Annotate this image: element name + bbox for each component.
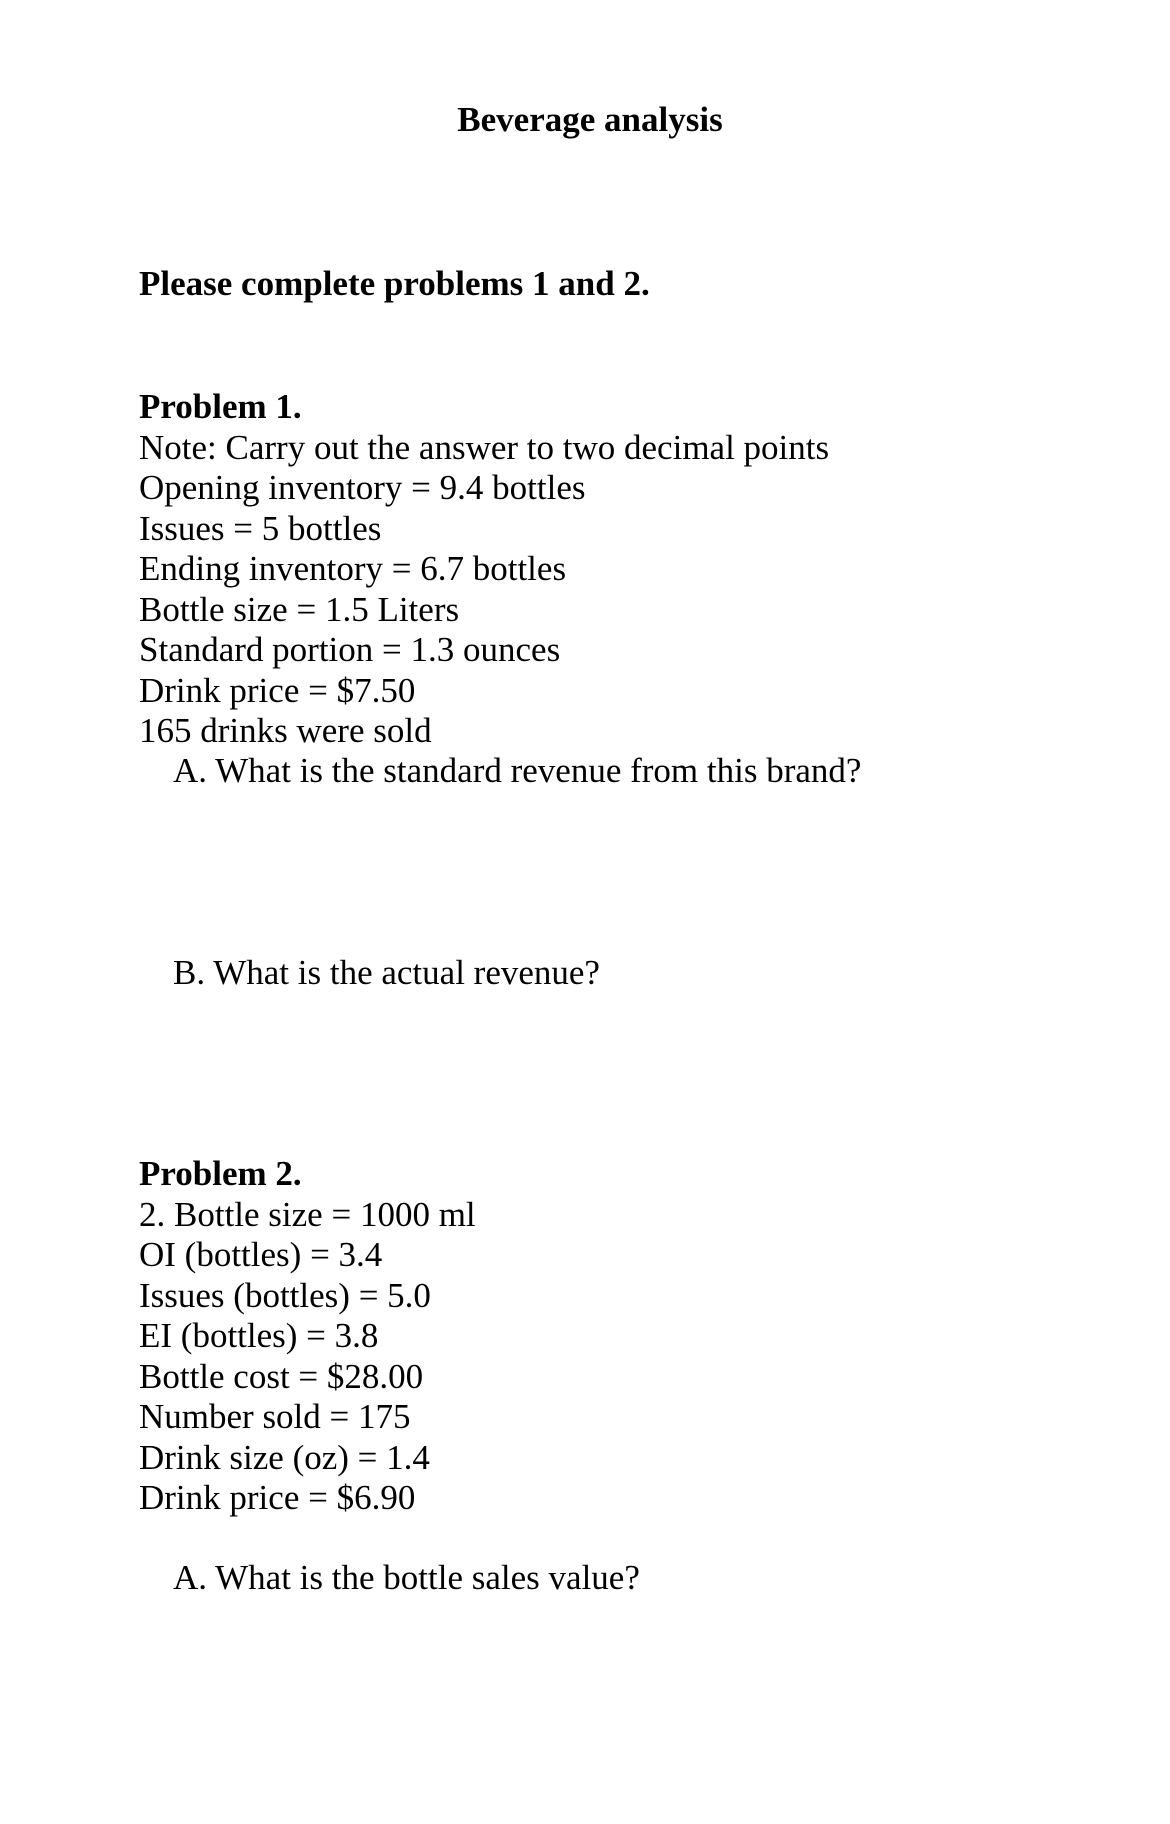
problem-1-bottle-size: Bottle size = 1.5 Liters bbox=[139, 589, 460, 629]
problem-2-question-a: A. What is the bottle sales value? bbox=[173, 1558, 640, 1597]
problem-2 bbox=[139, 1154, 476, 1519]
problem-1-note: Note: Carry out the answer to two decimal points bbox=[139, 427, 830, 467]
problem-2-bottle-size: 2. Bottle size = 1000 ml bbox=[139, 1194, 476, 1234]
problem-1-issues: Issues = 5 bottles bbox=[139, 508, 382, 548]
problem-2-number-sold: Number sold = 175 bbox=[139, 1397, 411, 1436]
problem-2-ending-inventory: EI (bottles) = 3.8 bbox=[139, 1316, 379, 1355]
problem-2-drink-size: Drink size (oz) = 1.4 bbox=[139, 1437, 430, 1477]
problem-2-opening-inventory: OI (bottles) = 3.4 bbox=[139, 1235, 383, 1274]
problem-1-opening-inventory: Opening inventory = 9.4 bottles bbox=[139, 468, 586, 507]
problem-1 bbox=[139, 387, 829, 752]
problem-1-question-a: A. What is the standard revenue from this brand? bbox=[173, 751, 862, 790]
instruction-text: Please complete problems 1 and 2. bbox=[139, 264, 650, 303]
problem-1-drink-price: Drink price = $7.50 bbox=[139, 670, 416, 710]
problem-2-drink-price: Drink price = $6.90 bbox=[139, 1478, 416, 1517]
problem-1-standard-portion: Standard portion = 1.3 ounces bbox=[139, 630, 561, 669]
problem-1-ending-inventory: Ending inventory = 6.7 bottles bbox=[139, 549, 567, 588]
problem-1-drinks-sold: 165 drinks were sold bbox=[139, 711, 432, 750]
problem-1-heading: Problem 1. bbox=[139, 387, 302, 426]
problem-2-heading: Problem 2. bbox=[139, 1154, 302, 1193]
problem-2-issues: Issues (bottles) = 5.0 bbox=[139, 1275, 431, 1315]
document-title: Beverage analysis bbox=[457, 100, 723, 139]
problem-2-bottle-cost: Bottle cost = $28.00 bbox=[139, 1356, 424, 1396]
problem-1-question-b: B. What is the actual revenue? bbox=[173, 953, 600, 992]
